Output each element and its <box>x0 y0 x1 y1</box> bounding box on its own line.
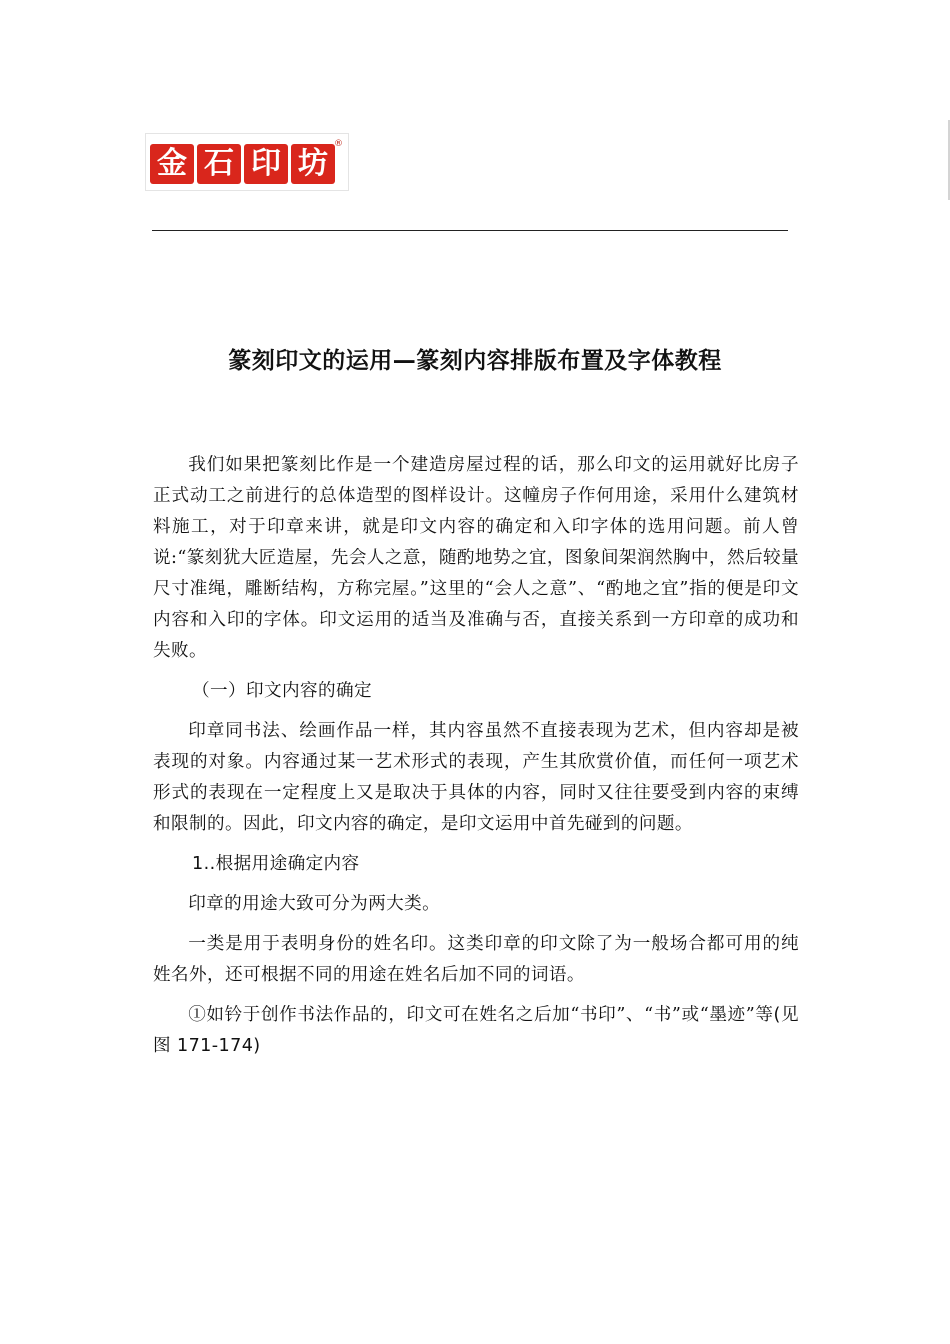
header-divider <box>152 230 788 231</box>
logo <box>145 133 349 191</box>
logo-seals <box>150 144 335 184</box>
paragraph-content: 印章同书法、绘画作品一样，其内容虽然不直接表现为艺术，但内容却是被表现的对象。内容通过某一艺术形式的表现，产生其欣赏价值，而任何一项艺术形式的表现在一定程度上又是取决于具体的内容，同时又往往要受到内容的束缚和限制的。因此，印文内容的确定，是印文运用中首先碰到的问题。 <box>153 721 799 834</box>
paragraph-example <box>153 1000 799 1062</box>
paragraph-intro: 我们如果把篆刻比作是一个建造房屋过程的话，那么印文的运用就好比房子正式动工之前进行的总体造型的图样设计。这幢房子作何用途，采用什么建筑材料施工，对于印章来讲，就是印文内容的确定和入印字体的选用问题。前人曾说:“篆刻犹大匠造屋，先会人之意，随酌地势之宜，图象间架润然胸中，然后较量尺寸准绳，雕断结构，方称完屋。”这里的“会人之意”、“酌地之宜”指的便是印文内容和入印的字体。印文运用的适当及准确与否，直接关系到一方印章的成功和失败。 <box>153 455 799 661</box>
document-title: 篆刻印文的运用—篆刻内容排版布置及字体教程 <box>228 348 722 375</box>
logo-char-1: 金 <box>150 144 194 184</box>
numbered-heading <box>153 849 799 880</box>
numbered-heading-number: 1.. <box>192 854 216 874</box>
logo-char-3: 印 <box>244 144 288 184</box>
paragraph-name-seal: 一类是用于表明身份的姓名印。这类印章的印文除了为一般场合都可用的纯姓名外，还可根据不同的用途在姓名后加不同的词语。 <box>153 934 799 985</box>
section-heading: （一）印文内容的确定 <box>192 681 372 701</box>
paragraph-uses: 印章的用途大致可分为两大类。 <box>188 894 441 914</box>
logo-char-4: 坊 <box>291 144 335 184</box>
figure-reference: (见图 171-174) <box>153 1005 799 1056</box>
numbered-heading-text: 根据用途确定内容 <box>215 854 360 874</box>
logo-char-2: 石 <box>197 144 241 184</box>
document-body <box>153 450 799 1071</box>
registered-mark-icon: ® <box>334 139 343 149</box>
paragraph-example-text: ①如钤于创作书法作品的，印文可在姓名之后加“书印”、“书”或“墨迹”等 <box>188 1005 774 1025</box>
